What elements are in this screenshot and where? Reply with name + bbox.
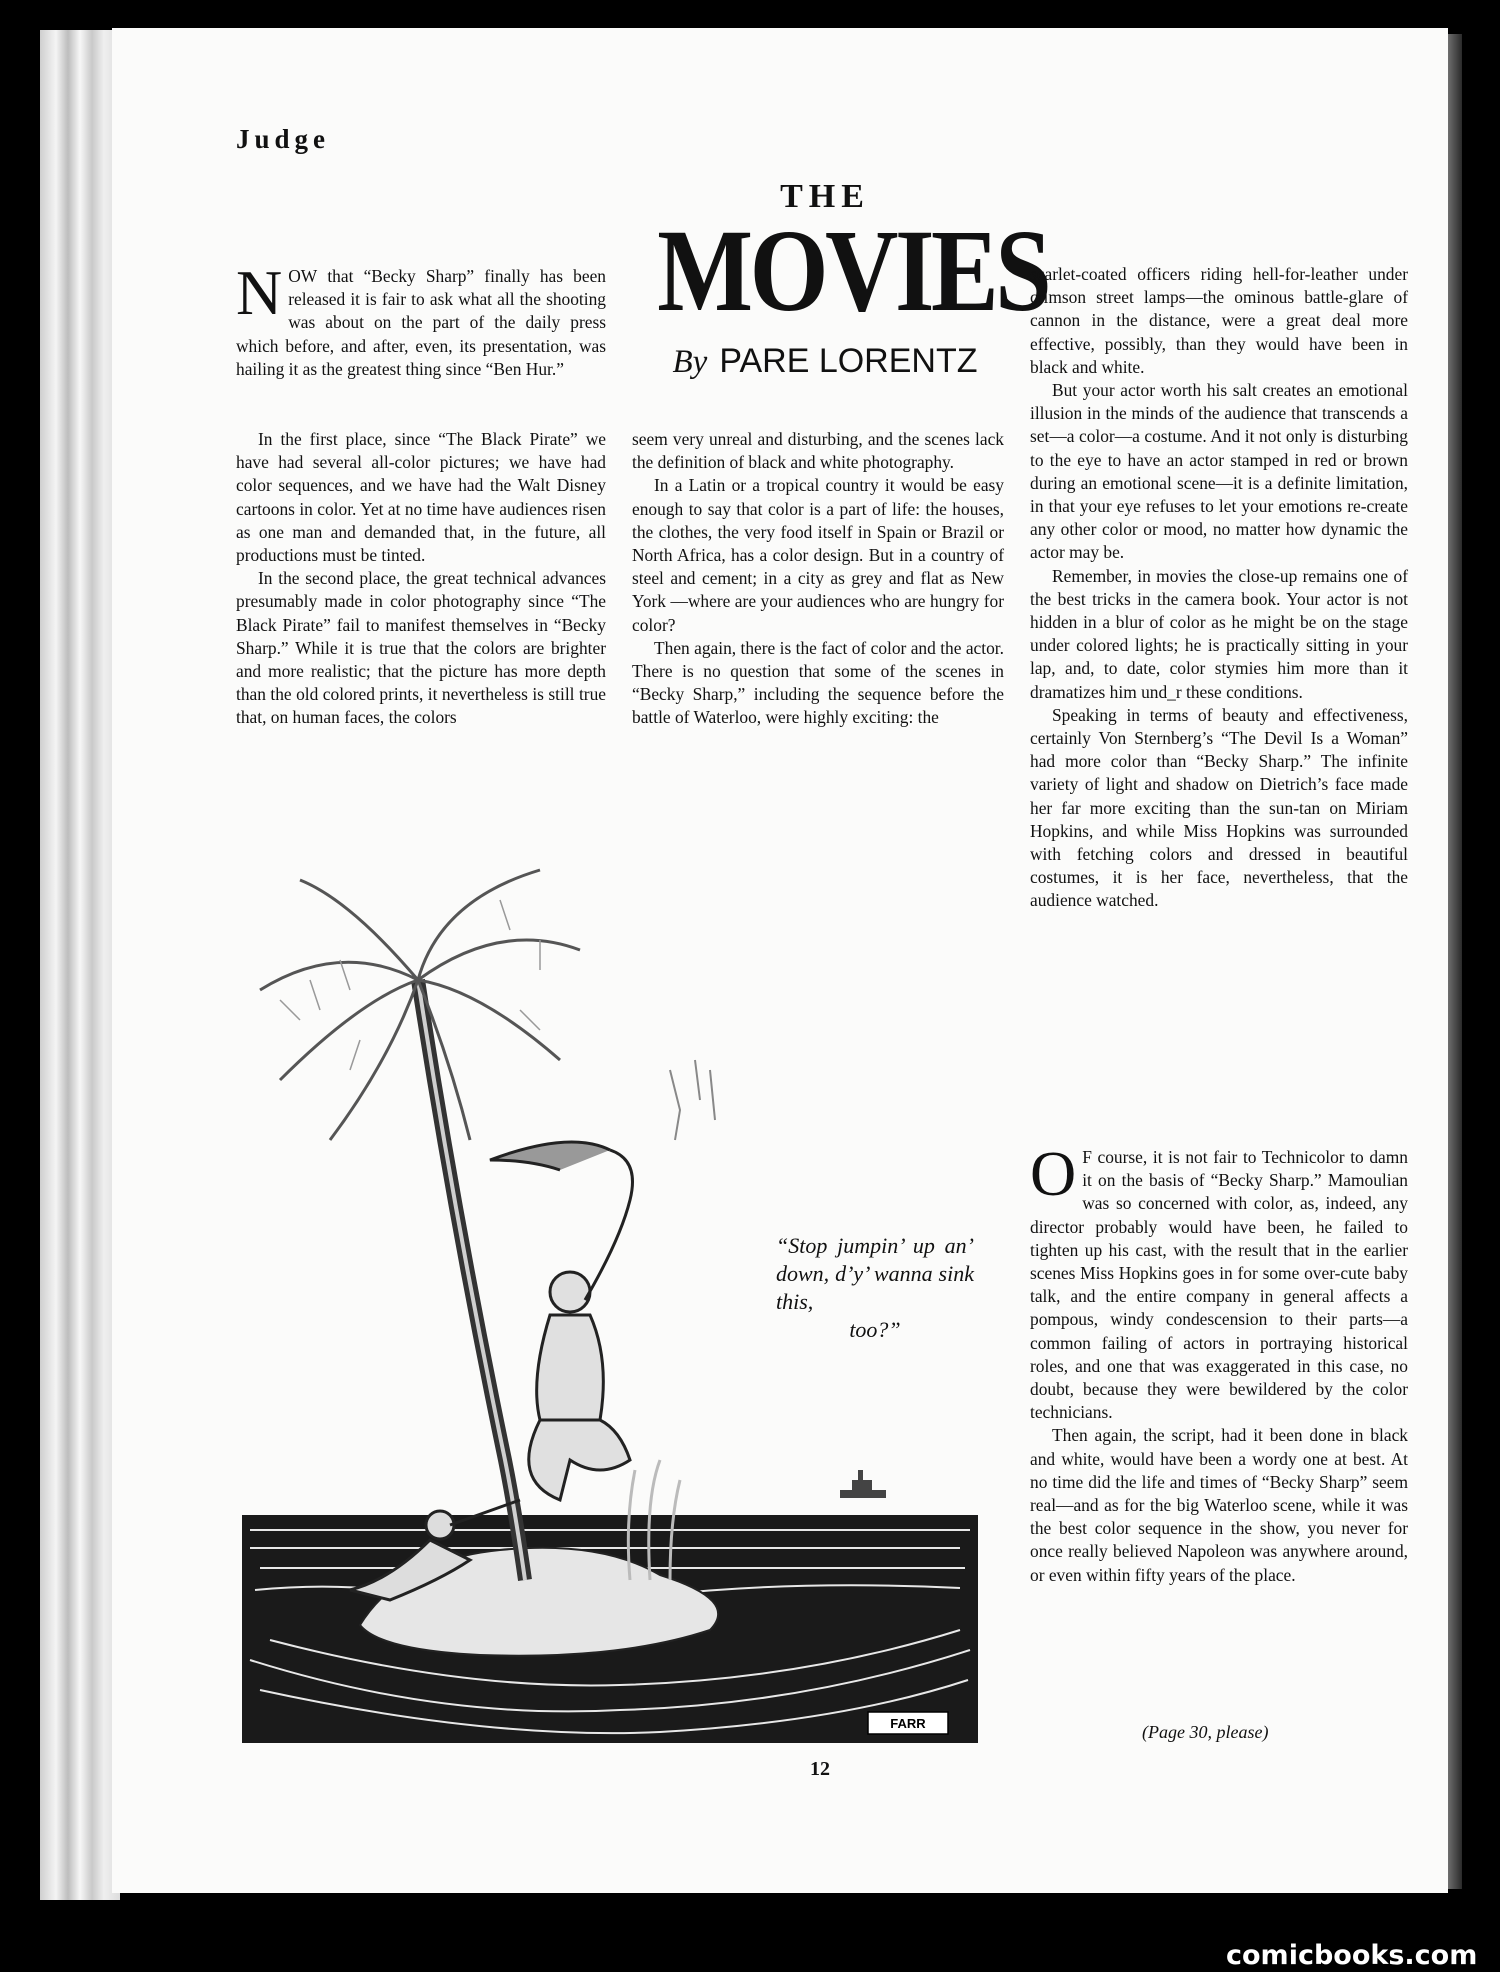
distant-ship xyxy=(840,1470,886,1498)
article-column-2 xyxy=(632,428,1004,730)
continued-note: (Page 30, please) xyxy=(1142,1722,1269,1742)
byline-by: By xyxy=(672,344,708,380)
small-caps-lead: OW xyxy=(288,266,318,286)
article-paragraph: seem very unreal and disturbing, and the scenes lack the definition of black and white photography. xyxy=(632,429,1004,473)
caption-text: “Stop jumpin’ up an’ down, d’y’ wanna sink this, xyxy=(776,1233,974,1314)
drop-cap: N xyxy=(236,257,283,328)
drop-cap: O xyxy=(1030,1138,1077,1209)
article-paragraph: But your actor worth his salt creates an emotional illusion in the minds of the audience that transcends a set—a color—a costume. And it not only is disturbing to the eye to have an actor stamped in red or brown during an emotional scene—it is a definite limitation, in that your eye refuses to let your emotions re-create any other color or mood, no matter how dynamic the actor may be. xyxy=(1030,380,1408,563)
headline-title: MOVIES xyxy=(657,205,1049,336)
article-paragraph: Remember, in movies the close-up remains one of the best tricks in the camera book. Your actor is not hidden in a blur of color as he might be on the stage under colored lights; he is practically sitting in your lap, and, to date, color stymies him more than it dramatizes him und_r these conditions. xyxy=(1030,565,1408,702)
woman-jumping xyxy=(490,1142,633,1500)
site-watermark: comicbooks.com xyxy=(1226,1940,1478,1971)
headline-the: THE xyxy=(780,178,870,215)
article-paragraph: In the first place, since “The Black Pirate” we have had several all-color pictures; we have had color sequences, and we have had the Walt Disney cartoons in color. Yet at no time have audiences risen as one man and demanded that, in the future, all productions must be tinted. xyxy=(236,429,606,566)
caption-text-last: too?” xyxy=(849,1317,901,1342)
page-number: 12 xyxy=(810,1758,830,1780)
article-paragraph: Speaking in terms of beauty and effectiveness, certainly Von Sternberg’s “The Devil Is a Woman” had more color than “Becky Sharp.” The infinite variety of light and shadow on Dietrich’s face made her far more exciting than the sun-tan on Miriam Hopkins, and while Miss Hopkins was surrounded with fetching colors and dressed in beautiful costumes, it is her face, nevertheless, that the audience watched. xyxy=(1030,704,1408,911)
article-paragraph: In the second place, the great technical advances presumably made in color photography since “The Black Pirate” fail to manifest themselves in “Becky Sharp.” While it is true that the colors are brighter and more realistic; that the picture has more depth than the old colored prints, it nevertheless is still true that, on human faces, the colors xyxy=(236,568,606,728)
article-paragraph: In a Latin or a tropical country it would be easy enough to say that color is a part of life: the houses, the clothes, the very food itself in Spain or Brazil or North Africa, has a color design. But in a country of steel and cement; in a city as grey and flat as New York —where are your audiences who are hungry for color? xyxy=(632,475,1004,635)
article-column-1-top xyxy=(236,257,606,381)
article-paragraph: Then again, the script, had it been done in black and white, would have been a wordy one at best. At no time did the life and times of “Becky Sharp” seem real—and as for the big Waterloo scene, while it was the best color sequence in the show, you never for once really believed Napoleon was anywhere around, or even within fifty years of the place. xyxy=(1030,1425,1408,1585)
book-spine-edge xyxy=(40,30,120,1900)
cartoon-caption xyxy=(776,1232,974,1344)
article-paragraph: scarlet-coated officers riding hell-for-leather under crimson street lamps—the ominous battle-glare of cannon in the distance, were a great deal more effective, possibly, than they would have been in black and white. xyxy=(1030,264,1408,377)
article-paragraph xyxy=(236,257,606,381)
byline-author: PARE LORENTZ xyxy=(719,342,978,380)
paragraph-text: course, it is not fair to Technicolor to damn it on the basis of “Becky Sharp.” Mamoulian was so concerned with color, as, indeed, any director probably would have been, he failed to tighten up his cast, with the result that in the earlier scenes Miss Hopkins goes in for some over-cute baby talk, and the entire company in general affects a pompous, windy condescension to their parts—a common failing of actors in portraying historical roles, and one that was exaggerated in this case, no doubt, because they were bewildered by the color technicians. xyxy=(1030,1147,1408,1423)
article-paragraph xyxy=(1030,1138,1408,1424)
article-column-3 xyxy=(1030,263,1408,913)
small-caps-lead: F xyxy=(1082,1147,1092,1167)
masthead: Judge xyxy=(236,124,331,154)
artist-signature: FARR xyxy=(890,1716,926,1731)
paragraph-text: that “Becky Sharp” finally has been released it is fair to ask what all the shooting was about on the part of the daily press which before, and after, even, its presentation, was hailing it as the greatest thing since “Ben Hur.” xyxy=(236,266,606,379)
byline xyxy=(630,342,1020,381)
article-column-1 xyxy=(236,428,606,730)
article-paragraph: Then again, there is the fact of color and the actor. There is no question that some of the scenes in “Becky Sharp,” including the sequence before the battle of Waterloo, were highly exciting: the xyxy=(632,637,1004,728)
article-column-3-second-section xyxy=(1030,1138,1408,1587)
page-right-edge xyxy=(1448,34,1462,1889)
motion-lines xyxy=(670,1060,715,1140)
